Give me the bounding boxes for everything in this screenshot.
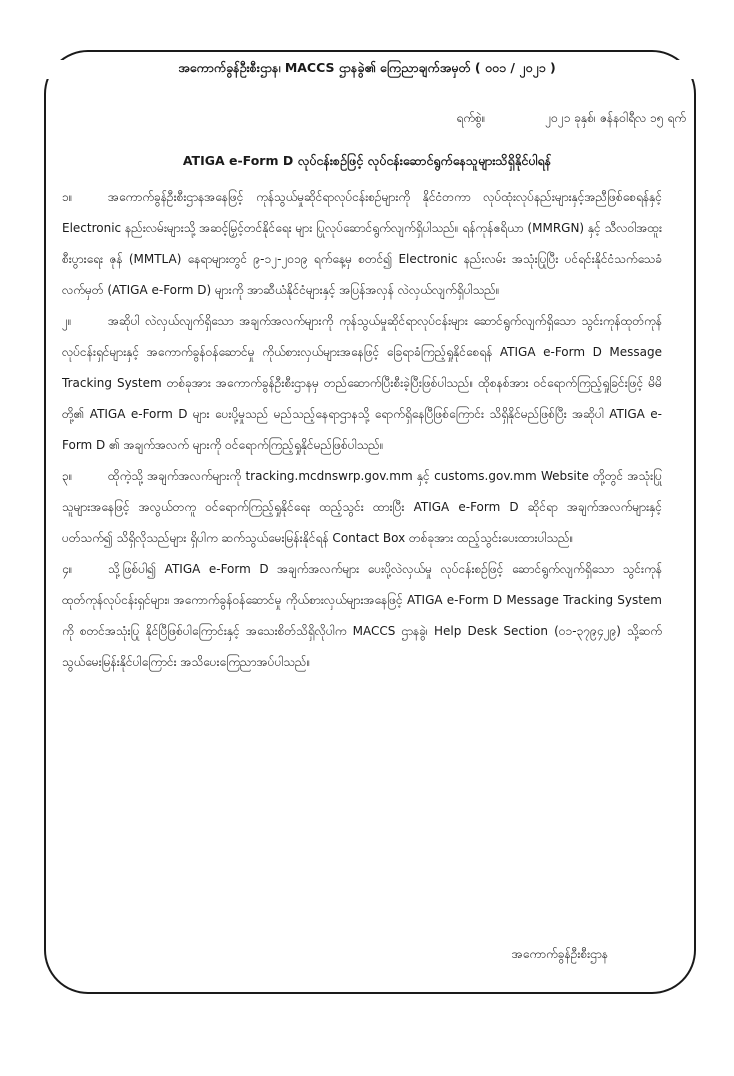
- announcement-title: [0, 60, 734, 79]
- paragraph-1: [62, 182, 662, 306]
- date-line: [456, 110, 686, 128]
- paragraph-text: သို့ဖြစ်ပါ၍ ATIGA e-Form D အချက်အလက်များ ပေးပို့လဲလှယ်မှု လုပ်ငန်းစဉ်ဖြင့် ဆောင်ရွက်လျက်ရှိသော သွင်းကုန်ထုတ်ကုန်လုပ်ငန်းရှင်များ၊ အကောက်ခွန်ဝန်ဆောင်မှု ကိုယ်စားလှယ်များအနေဖြင့် ATIGA e-Form D Message Tracking System ကို စတင်အသုံးပြု နိုင်ပြီဖြစ်ပါကြောင်းနှင့် အသေးစိတ်သိရှိလိုပါက MACCS ဌာနခွဲ၊ Help Desk Section (၀၁-၃၇၉၄၂၉) သို့ဆက်သွယ်မေးမြန်းနိုင်ပါကြောင်း အသိပေးကြေညာအပ်ပါသည်။: [62, 562, 662, 669]
- date-label: ရက်စွဲ။: [456, 111, 486, 125]
- paragraph-4: [62, 554, 662, 678]
- paragraph-3: [62, 461, 662, 554]
- signature-department: အကောက်ခွန်ဦးစီးဌာန: [511, 947, 608, 961]
- paragraph-number: ၁။: [62, 190, 73, 204]
- paragraph-number: ၄။: [62, 562, 73, 576]
- subject-heading: ATIGA e-Form D လုပ်ငန်းစဉ်ဖြင့် လုပ်ငန်းဆောင်ရွက်နေသူများသိရှိနိုင်ပါရန်: [182, 153, 552, 168]
- announcement-body: [62, 182, 662, 678]
- paragraph-number: ၂။: [62, 314, 72, 328]
- paragraph-2: [62, 306, 662, 461]
- paragraph-text: အဆိုပါ လဲလှယ်လျက်ရှိသော အချက်အလက်များကို ကုန်သွယ်မှုဆိုင်ရာလုပ်ငန်းများ ဆောင်ရွက်လျက်ရှိသော သွင်းကုန်ထုတ်ကုန်လုပ်ငန်းရှင်များနှင့် အကောက်ခွန်ဝန်ဆောင်မှု ကိုယ်စားလှယ်များအနေဖြင့် ခြေရာခံကြည့်ရှုနိုင်စေရန် ATIGA e-Form D Message Tracking System တစ်ခုအား အကောက်ခွန်ဦးစီးဌာနမှ တည်ဆောက်ပြီးစီးခဲ့ပြီးဖြစ်ပါသည်။ ထိုစနစ်အား ဝင်ရောက်ကြည့်ရှုခြင်းဖြင့် မိမိတို့၏ ATIGA e-Form D များ ပေးပို့မှုသည် မည်သည့်နေရာဌာနသို့ ရောက်ရှိနေပြီဖြစ်ကြောင်း သိရှိနိုင်မည်ဖြစ်ပြီး အဆိုပါ ATIGA e-Form D ၏ အချက်အလက် များကို ဝင်ရောက်ကြည့်ရှုနိုင်မည်ဖြစ်ပါသည်။: [62, 314, 662, 452]
- announcement-title-text: အကောက်ခွန်ဦးစီးဌာန၊ MACCS ဌာနခွဲ၏ ကြေညာချက်အမှတ် ( ၀၀၁ / ၂၀၂၁ ): [168, 60, 565, 75]
- paragraph-number: ၃။: [62, 469, 73, 483]
- paragraph-text: ထိုကဲ့သို့ အချက်အလက်များကို tracking.mcdnswrp.gov.mm နှင့် customs.gov.mm Website တို့တွင် အသုံးပြုသူများအနေဖြင့် အလွယ်တကူ ဝင်ရောက်ကြည့်ရှုနိုင်ရေး ထည့်သွင်း ထားပြီး ATIGA e-Form D ဆိုင်ရာ အချက်အလက်များနှင့်ပတ်သက်၍ သိရှိလိုသည်များ ရှိပါက ဆက်သွယ်မေးမြန်းနိုင်ရန် Contact Box တစ်ခုအား ထည့်သွင်းပေးထားပါသည်။: [62, 469, 662, 545]
- date-value: ၂၀၂၁ ခုနှစ်၊ ဇန်နဝါရီလ ၁၅ ရက်: [545, 111, 686, 125]
- paragraph-text: အကောက်ခွန်ဦးစီးဌာနအနေဖြင့် ကုန်သွယ်မှုဆိုင်ရာလုပ်ငန်းစဉ်များကို နိုင်ငံတကာ လုပ်ထုံးလုပ်နည်းများနှင့်အညီဖြစ်စေရန်နှင့် Electronic နည်းလမ်းများသို့ အဆင့်မြှင့်တင်နိုင်ရေး များ ပြုလုပ်ဆောင်ရွက်လျက်ရှိပါသည်။ ရန်ကုန်ဧရိယာ (MMRGN) နှင့် သီလဝါအထူးစီးပွားရေး ဇုန် (MMTLA) နေရာများတွင် ၉-၁၂-၂၀၁၉ ရက်နေ့မှ စတင်၍ Electronic နည်းလမ်း အသုံးပြုပြီး ပင်ရင်းနိုင်ငံသက်သေခံလက်မှတ် (ATIGA e-Form D) များကို အာဆီယံနိုင်ငံများနှင့် အပြန်အလှန် လဲလှယ်လျက်ရှိပါသည်။: [62, 190, 662, 297]
